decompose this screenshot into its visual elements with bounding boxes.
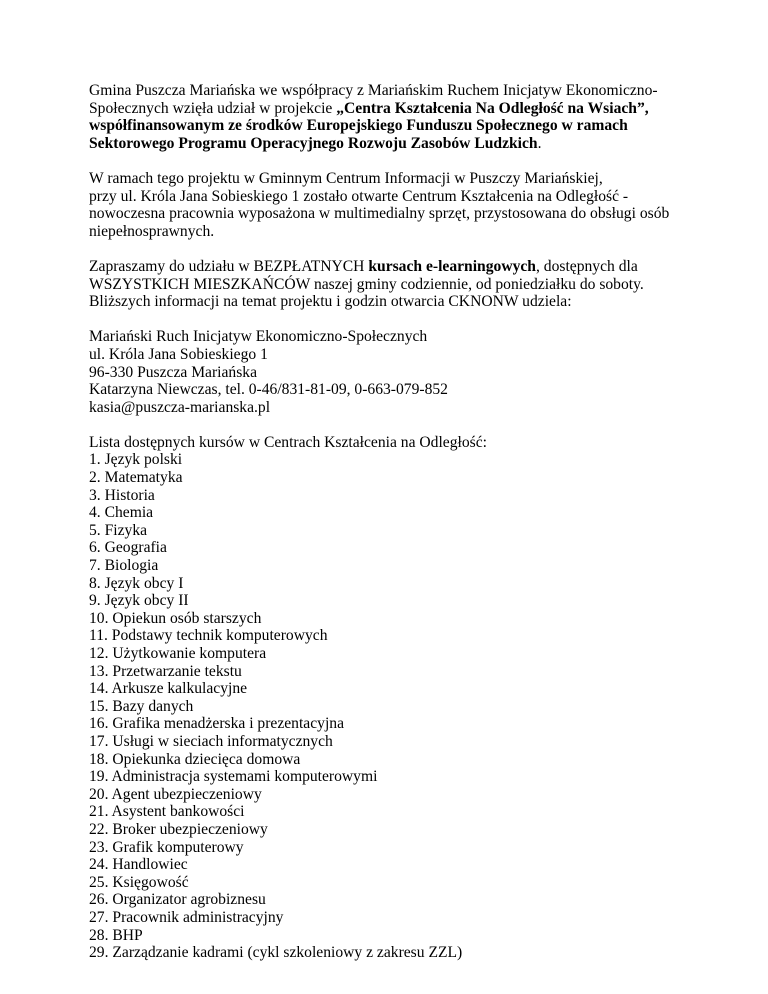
courses-list <box>89 451 689 961</box>
program-name: Sektorowego Programu Operacyjnego Rozwoju Zasobów Ludzkich <box>89 134 538 152</box>
courses-heading: Lista dostępnych kursów w Centrach Kształcenia na Odległość: <box>89 433 487 451</box>
project-line: przy ul. Króla Jana Sobieskiego 1 zostało otwarte Centrum Kształcenia na Odległość - <box>89 187 629 205</box>
project-line: niepełnosprawnych. <box>89 222 215 240</box>
list-item: 15. Bazy danych <box>89 697 194 715</box>
project-line: nowoczesna pracownia wyposażona w multimedialny sprzęt, przystosowana do obsługi osób <box>89 205 670 223</box>
list-item: 18. Opiekunka dziecięca domowa <box>89 750 301 768</box>
list-item: 7. Biologia <box>89 557 159 575</box>
list-item: 16. Grafika menadżerska i prezentacyjna <box>89 715 344 733</box>
list-item: 25. Księgowość <box>89 873 189 891</box>
invite-text: , dostępnych dla <box>535 257 638 275</box>
list-item: 19. Administracja systemami komputerowymi <box>89 768 378 786</box>
list-item: 29. Zarządzanie kadrami (cykl szkoleniowy z zakresu ZZL) <box>89 944 463 962</box>
intro-line: Gmina Puszcza Mariańska we współpracy z Mariańskim Ruchem Inicjatyw Ekonomiczno- <box>89 82 658 99</box>
list-item: 1. Język polski <box>89 451 183 469</box>
contact-person: Katarzyna Niewczas, tel. 0-46/831-81-09, 0-663-079-852 <box>89 381 448 399</box>
invite-text: Zapraszamy do udziału w BEZPŁATNYCH <box>89 257 369 275</box>
list-item: 8. Język obcy I <box>89 574 184 592</box>
invite-line <box>89 258 689 276</box>
list-item: 6. Geografia <box>89 539 167 557</box>
intro-text: Społecznych wzięła udział w projekcie <box>89 99 337 117</box>
project-name: „Centra Kształcenia Na Odległość na Wsiach”, <box>336 99 649 117</box>
intro-line <box>89 135 689 153</box>
intro-line <box>89 100 689 118</box>
invite-line: WSZYSTKICH MIESZKAŃCÓW naszej gminy codziennie, od poniedziałku do soboty. <box>89 275 644 293</box>
elearning-courses: kursach e-learningowych <box>368 257 536 275</box>
list-item: 26. Organizator agrobiznesu <box>89 891 266 909</box>
contact-street: ul. Króla Jana Sobieskiego 1 <box>89 345 268 363</box>
contact-email: kasia@puszcza-marianska.pl <box>89 398 271 416</box>
project-paragraph <box>89 170 689 240</box>
list-item: 4. Chemia <box>89 504 154 522</box>
intro-paragraph <box>89 82 689 152</box>
list-item: 27. Pracownik administracyjny <box>89 908 284 926</box>
list-item: 5. Fizyka <box>89 521 148 539</box>
contact-block <box>89 328 689 416</box>
list-item: 2. Matematyka <box>89 469 183 487</box>
invite-line: Bliższych informacji na temat projektu i godzin otwarcia CKNONW udziela: <box>89 293 572 311</box>
funding-line: współfinansowanym ze środków Europejskiego Funduszu Społecznego w ramach <box>89 117 628 135</box>
intro-period: . <box>537 134 542 152</box>
list-item: 13. Przetwarzanie tekstu <box>89 662 242 680</box>
list-item: 10. Opiekun osób starszych <box>89 609 262 627</box>
list-item: 3. Historia <box>89 486 155 504</box>
invite-paragraph <box>89 258 689 311</box>
list-item: 21. Asystent bankowości <box>89 803 245 821</box>
document-page <box>89 82 689 962</box>
project-line: W ramach tego projektu w Gminnym Centrum Informacji w Puszczy Mariańskiej, <box>89 169 603 187</box>
list-item: 9. Język obcy II <box>89 592 189 610</box>
list-item: 14. Arkusze kalkulacyjne <box>89 680 248 698</box>
list-item: 20. Agent ubezpieczeniowy <box>89 785 262 803</box>
list-item: 22. Broker ubezpieczeniowy <box>89 820 268 838</box>
list-item: 12. Użytkowanie komputera <box>89 645 267 662</box>
contact-org: Mariański Ruch Inicjatyw Ekonomiczno-Społecznych <box>89 328 428 346</box>
list-item: 28. BHP <box>89 926 143 944</box>
list-item: 23. Grafik komputerowy <box>89 838 244 856</box>
list-item: 17. Usługi w sieciach informatycznych <box>89 732 333 750</box>
contact-city: 96-330 Puszcza Mariańska <box>89 363 258 381</box>
courses-section <box>89 434 689 962</box>
list-item: 11. Podstawy technik komputerowych <box>89 627 328 645</box>
list-item: 24. Handlowiec <box>89 856 188 874</box>
